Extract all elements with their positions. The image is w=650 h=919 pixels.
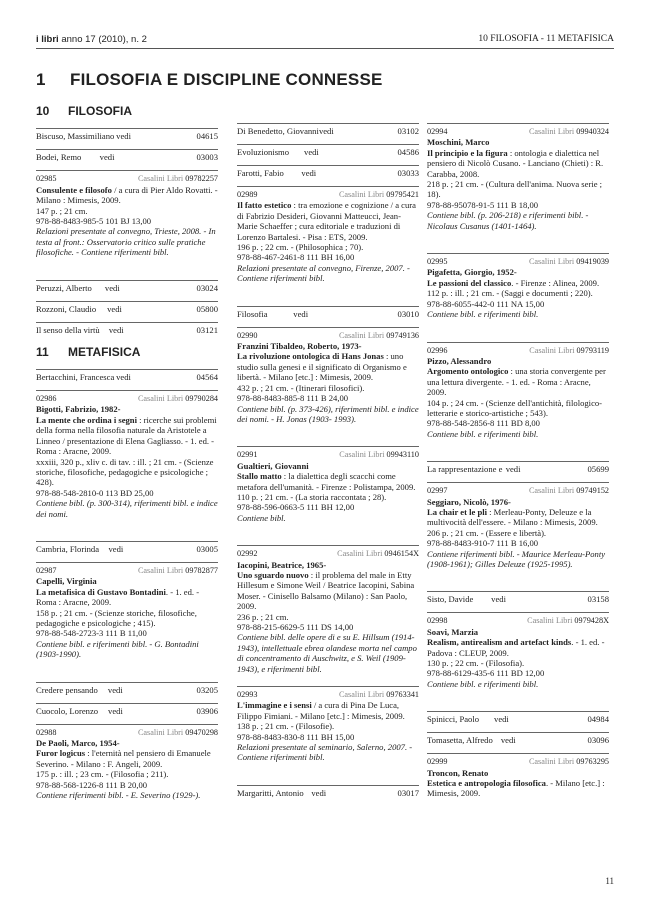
cross-reference: Biscuso, Massimiliano vedi 04615 <box>36 128 218 149</box>
catalog-entry: 02994 Casalini Libri 09940324 Moschini, Marco Il principio e la figura : ontologia e dialettica nel pensiero di Nicolò Cusano. - Lanciano (Chieti) : R. Carabba, 2008. 218 p. ; 21 cm. - (Cultura dell'anima. Nuova serie ; 18). 978-88-95078-91-5 111 B 18,00 Contiene bibl. (p. 206-218) e riferimenti bibl. - Nicolaus Cusanus (1401-1464). <box>427 123 609 231</box>
catalog-entry: 02992 Casalini Libri 0946154X Iacopini, Beatrice, 1965- Uno sguardo nuovo : il problema del male in Etty Hillesum e Simone Weil / Beatrice Iacopini, Sabina Moser. - Cinisello Balsamo (Milano) : San Paolo, 2009. 236 p. ; 21 cm. 978-88-215-6629-5 111 DS 14,00 Contiene bibl. delle opere di e su E. Hillsum (1914-1943), intellettuale ebrea olandese morta nel campo di concentramento di Auschwitz, e S. Weil (1909-1943), e riferimenti bibl. <box>237 545 419 674</box>
cross-reference: Di Benedetto, Giovanni vedi 03102 <box>237 123 419 144</box>
catalog-entry: 02999 Casalini Libri 09763295 Troncon, Renato Estetica e antropologia filosofica. - Milano [etc.] : Mimesis, 2009. <box>427 753 609 799</box>
cross-reference: Rozzoni, Claudio vedi 05800 <box>36 301 218 322</box>
catalog-entry: 02998 Casalini Libri 0979428X Soavi, Marzia Realism, antirealism and artefact kinds. - 1. ed. - Padova : CLEUP, 2009. 130 p. ; 22 cm. - (Filosofia). 978-88-6129-435-6 111 BD 12,00 Contiene bibl. e riferimenti bibl. <box>427 612 609 689</box>
cross-reference: Margaritti, Antonio vedi 03017 <box>237 785 419 806</box>
cross-reference: Bodei, Remo vedi 03003 <box>36 149 218 170</box>
column-2 <box>237 123 419 806</box>
cross-reference: Cuocolo, Lorenzo vedi 03906 <box>36 703 218 724</box>
cross-reference: Tomasetta, Alfredo vedi 03096 <box>427 732 609 753</box>
catalog-entry: 02997 Casalini Libri 09749152 Seggiaro, Nicolò, 1976- La chair et le pli : Merleau-Ponty, Deleuze e la multivocità dell'essere. - Milano : Mimesis, 2009. 206 p. ; 21 cm. - (Essere e libertà). 978-88-8483-910-7 111 B 16,00 Contiene riferimenti bibl. - Maurice Merleau-Ponty (1908-1961); Gilles Deleuze (1925-1995). <box>427 482 609 569</box>
running-header-right: 10 FILOSOFIA - 11 METAFISICA <box>478 34 614 44</box>
section-heading-11: 11 METAFISICA <box>36 344 141 359</box>
catalog-entry: 02995 Casalini Libri 09419039 Pigafetta, Giorgio, 1952- Le passioni del classico. - Firenze : Alinea, 2009. 112 p. : ill. ; 21 cm. - (Saggi e documenti ; 220). 978-88-6055-442-0 111 NA 15,00 Contiene bibl. e riferimenti bibl. <box>427 253 609 319</box>
header-rule <box>36 48 614 49</box>
chapter-title: 1 FILOSOFIA E DISCIPLINE CONNESSE <box>36 70 383 89</box>
cross-reference: Il senso della virtù vedi 03121 <box>36 322 218 343</box>
catalog-entry: 02987 Casalini Libri 09782877 Capelli, Virginia La metafisica di Gustavo Bontadini. - 1. ed. - Roma : Aracne, 2009. 158 p. ; 21 cm. - (Scienze storiche, filosofiche, pedagogiche e psicologiche ; 415). 978-88-548-2723-3 111 B 11,00 Contiene bibl. e riferimenti bibl. - G. Bontadini (1903-1990). <box>36 562 218 660</box>
catalog-entry: 02989 Casalini Libri 09795421 Il fatto estetico : tra emozione e cognizione / a cura di Fabrizio Desideri, Giovanni Matteucci, Jean-Marie Schaeffer ; cura editoriale e traduzioni di Lorenzo Bartalesi. - Pisa : ETS, 2009. 196 p. ; 22 cm. - (Philosophica ; 70). 978-88-467-2461-8 111 BH 16,00 Relazioni presentate al convegno, Firenze, 2007. - Contiene riferimenti bibl. <box>237 186 419 284</box>
cross-reference: Filosofia vedi 03010 <box>237 306 419 327</box>
catalog-entry: 02985 Casalini Libri 09782257 Consulente e filosofo / a cura di Pier Aldo Rovatti. - Milano : Mimesis, 2009. 147 p. ; 21 cm. 978-88-8483-985-5 101 BJ 13,00 Relazioni presentate al convegno, Trieste, 2008. - In testa al front.: Osservatorio critico sulle pratiche filosofiche. - Contiene riferimenti bibl. <box>36 170 218 257</box>
cross-reference: Sisto, Davide vedi 03158 <box>427 591 609 612</box>
catalog-entry: 02996 Casalini Libri 09793119 Pizzo, Alessandro Argomento ontologico : una storia convergente per una lettura divergente. - 1. ed. - Roma : Aracne, 2009. 104 p. ; 24 cm. - (Scienze dell'antichità, filologico-letterarie e storico-artistiche ; 543). 978-88-548-2856-8 111 BD 8,00 Contiene bibl. e riferimenti bibl. <box>427 342 609 440</box>
running-header-left: i libri anno 17 (2010), n. 2 <box>36 34 147 45</box>
column-1 <box>36 106 218 812</box>
section-heading-10: 10 FILOSOFIA <box>36 104 132 118</box>
catalog-entry: 02988 Casalini Libri 09470298 De Paoli, Marco, 1954- Furor logicus : l'eternità nel pensiero di Emanuele Severino. - Milano : F. Angeli, 2009. 175 p. : ill. ; 23 cm. - (Filosofia ; 211). 978-88-568-1226-8 111 B 20,00 Contiene riferimenti bibl. - E. Severino (1929-). <box>36 724 218 801</box>
cross-reference: Farotti, Fabio vedi 03033 <box>237 165 419 186</box>
catalog-entry: 02990 Casalini Libri 09749136 Franzini Tibaldeo, Roberto, 1973- La rivoluzione ontologica di Hans Jonas : uno studio sulla genesi e il significato di Organismo e libertà. - Milano [etc.] : Mimesis, 2009. 432 p. ; 21 cm. - (Itinerari filosofici). 978-88-8483-885-8 111 B 24,00 Contiene bibl. (p. 373-426), riferimenti bibl. e indice dei nomi. - H. Jonas (1903- 1993). <box>237 327 419 425</box>
cross-reference: Evoluzionismo vedi 04586 <box>237 144 419 165</box>
catalog-entry: 02991 Casalini Libri 09943110 Gualtieri, Giovanni Stallo matto : la dialettica degli scacchi come metafora dell'umanità. - Firenze : Polistampa, 2009. 110 p. ; 21 cm. - (La storia raccontata ; 28). 978-88-596-0663-5 111 BH 12,00 Contiene bibl. <box>237 446 419 523</box>
catalog-entry: 02986 Casalini Libri 09790284 Bigotti, Fabrizio, 1982- La mente che ordina i segni : ricerche sui problemi della forma nella filosofia naturale da Aristotele a Linneo / presentazione di Elena Gagliasso. - 1. ed. - Roma : Aracne, 2009. xxxiii, 320 p., xliv c. di tav. : ill. ; 21 cm. - (Scienze storiche, filosofiche, pedagogiche e psicologiche ; 428). 978-88-548-2810-0 113 BD 25,00 Contiene bibl. (p. 300-314), riferimenti bibl. e indice dei nomi. <box>36 390 218 519</box>
cross-reference: Credere pensando vedi 03205 <box>36 682 218 703</box>
cross-reference: Bertacchini, Francesca vedi 04564 <box>36 369 218 390</box>
cross-reference: La rappresentazione e vedi 05699 <box>427 461 609 482</box>
cross-reference: Spinicci, Paolo vedi 04984 <box>427 711 609 732</box>
page-number: 11 <box>605 876 614 886</box>
catalog-entry: 02993 Casalini Libri 09763341 L'immagine e i sensi / a cura di Pina De Luca, Filippo Fimiani. - Milano [etc.] : Mimesis, 2009. 138 p. ; 21 cm. - (Filosofie). 978-88-8483-830-8 111 BH 15,00 Relazioni presentate al seminario, Salerno, 2007. - Contiene riferimenti bibl. <box>237 686 419 763</box>
column-3 <box>427 123 609 811</box>
cross-reference: Peruzzi, Alberto vedi 03024 <box>36 280 218 301</box>
cross-reference: Cambria, Florinda vedi 03005 <box>36 541 218 562</box>
